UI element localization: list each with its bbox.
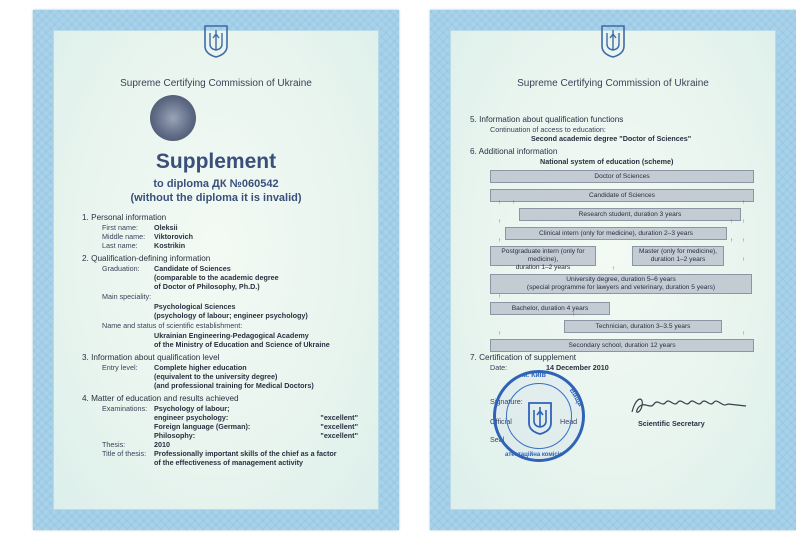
thesis-title-label: Title of thesis:	[102, 449, 147, 458]
thesis-title-1: Professionally important skills of the chief as a factor	[154, 449, 337, 458]
stamp-trident-icon	[526, 401, 554, 435]
postgraduate-line-2: duration 1–2 years	[515, 264, 571, 271]
examinations-label: Examinations:	[102, 404, 148, 413]
trident-emblem-icon	[600, 24, 626, 58]
arrow-up-icon: ↑	[612, 266, 615, 272]
continuation-value: Second academic degree "Doctor of Sciences"	[531, 134, 692, 143]
scheme-box-postgraduate	[490, 246, 596, 271]
arrow-up-icon: ↑	[730, 238, 733, 244]
holographic-seal	[150, 95, 196, 141]
establishment-label: Name and status of scientific establishment:	[102, 321, 243, 330]
scheme-box-doctor: Doctor of Sciences	[490, 170, 754, 183]
arrow-up-icon: ↑	[572, 312, 575, 318]
exam-subject: Psychology of labour;	[154, 404, 230, 413]
graduation-value-3: of Doctor of Philosophy, Ph.D.)	[154, 282, 260, 291]
exam-subject: engineer psychology:	[154, 413, 229, 422]
diploma-number: to diploma ДК №060542	[153, 178, 279, 190]
section-2-heading: 2. Qualification-defining information	[82, 254, 211, 263]
head-label: Head	[560, 417, 578, 426]
establishment-value-2: of the Ministry of Education and Science of Ukraine	[154, 340, 330, 349]
university-line-1: University degree, duration 5–6 years	[566, 276, 676, 283]
thesis-title-2: of the effectiveness of management activity	[154, 458, 303, 467]
speciality-label: Main speciality:	[102, 292, 152, 301]
first-name-label: First name:	[102, 223, 138, 232]
validity-note: (without the diploma it is invalid)	[130, 192, 302, 204]
arrow-up-icon: ↑	[498, 219, 501, 225]
scheme-box-technician: Technician, duration 3–3.5 years	[564, 320, 722, 333]
scheme-box-research: Research student, duration 3 years	[519, 208, 741, 221]
entry-level-label: Entry level:	[102, 363, 138, 372]
arrow-up-icon: ↑	[730, 219, 733, 225]
section-1-heading: 1. Personal information	[82, 213, 167, 222]
scheme-box-secondary: Secondary school, duration 12 years	[490, 339, 754, 352]
middle-name-label: Middle name:	[102, 232, 146, 241]
last-name-value: Kostrikin	[154, 241, 186, 250]
exam-grade: "excellent"	[320, 431, 358, 440]
arrow-up-icon: ↑	[742, 238, 745, 244]
certification-date: 14 December 2010	[546, 363, 609, 372]
stamp-bottom-text: атестаційна комісія	[505, 452, 563, 458]
master-line-1: Master (only for medicine),	[638, 248, 718, 255]
arrow-up-icon: ↑	[498, 238, 501, 244]
entry-level-value-3: (and professional training for Medical Doctors)	[154, 381, 314, 390]
arrow-up-icon: ↑	[498, 331, 501, 337]
signature-icon	[628, 392, 748, 420]
entry-level-value-1: Complete higher education	[154, 363, 247, 372]
scheme-title: National system of education (scheme)	[540, 157, 674, 166]
arrow-up-icon: ↑	[742, 257, 745, 263]
section-3-heading: 3. Information about qualification level	[82, 353, 220, 362]
graduation-value-1: Candidate of Sciences	[154, 264, 231, 273]
stamp-city: м. Київ	[522, 372, 546, 379]
establishment-value-1: Ukrainian Engineering-Pedagogical Academy	[154, 331, 309, 340]
entry-level-value-2: (equivalent to the university degree)	[154, 372, 278, 381]
date-label: Date:	[490, 363, 508, 372]
speciality-value-1: Psychological Sciences	[154, 302, 236, 311]
arrow-up-icon: ↑	[742, 331, 745, 337]
document-title: Supplement	[155, 150, 277, 173]
exam-grade: "excellent"	[320, 422, 358, 431]
official-stamp	[493, 370, 585, 462]
arrow-up-icon: ↑	[498, 200, 501, 206]
trident-emblem-icon	[203, 24, 229, 58]
commission-name: Supreme Certifying Commission of Ukraine	[517, 78, 709, 89]
official-label: Official	[490, 417, 512, 426]
scheme-box-bachelor: Bachelor, duration 4 years	[490, 302, 610, 315]
stamp-top-text: Вища	[567, 387, 584, 408]
arrow-up-icon: ↑	[498, 294, 501, 300]
thesis-year: 2010	[154, 440, 170, 449]
arrow-up-icon: ↑	[512, 200, 515, 206]
exam-grade: "excellent"	[320, 413, 358, 422]
scientific-secretary-label: Scientific Secretary	[638, 419, 705, 428]
section-5-heading: 5. Information about qualification functions	[470, 115, 624, 124]
graduation-value-2: (comparable to the academic degree	[154, 273, 279, 282]
university-line-2: (special programme for lawyers and veterinary, duration 5 years)	[526, 284, 716, 291]
postgraduate-line-1: Postgraduate intern (only for medicine),	[501, 248, 585, 263]
scheme-box-candidate: Candidate of Sciences	[490, 189, 754, 202]
first-name-value: Oleksii	[154, 223, 178, 232]
scheme-box-master	[632, 246, 724, 266]
last-name-label: Last name:	[102, 241, 138, 250]
seal-label: Seal	[490, 435, 505, 444]
section-7-heading: 7. Certification of supplement	[470, 353, 577, 362]
scheme-box-clinical: Clinical intern (only for medicine), duration 2–3 years	[505, 227, 727, 240]
master-line-2: duration 1–2 years	[650, 256, 706, 263]
commission-name: Supreme Certifying Commission of Ukraine	[120, 78, 312, 89]
middle-name-value: Viktorovich	[154, 232, 194, 241]
graduation-label: Graduation:	[102, 264, 140, 273]
speciality-value-2: (psychology of labour; engineer psychology)	[154, 311, 308, 320]
arrow-up-icon: ↑	[742, 200, 745, 206]
exam-subject: Philosophy:	[154, 431, 196, 440]
signature-label: Signature:	[490, 397, 523, 406]
section-6-heading: 6. Additional information	[470, 147, 558, 156]
exam-subject: Foreign language (German):	[154, 422, 251, 431]
section-4-heading: 4. Matter of education and results achieved	[82, 394, 239, 403]
thesis-label: Thesis:	[102, 440, 126, 449]
continuation-label: Continuation of access to education:	[490, 125, 606, 134]
arrow-up-icon: ↑	[742, 219, 745, 225]
scheme-box-university	[490, 274, 752, 294]
